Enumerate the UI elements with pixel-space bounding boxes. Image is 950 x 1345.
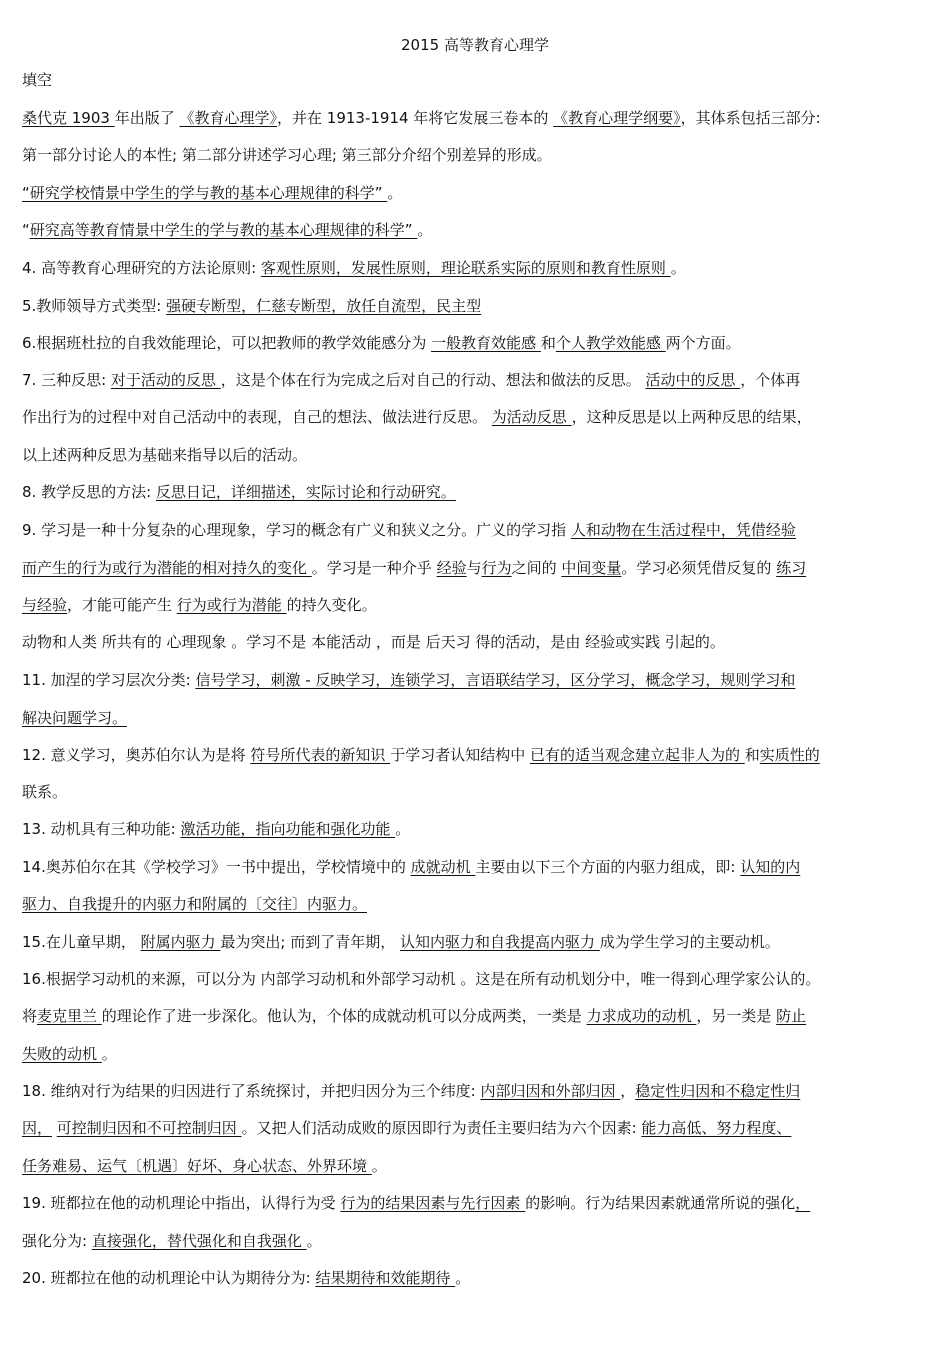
text-segment: 和 bbox=[744, 746, 760, 764]
text-segment: 。 bbox=[387, 184, 403, 202]
answer-blank: 对于活动的反思 bbox=[110, 371, 221, 389]
answer-blank: 内部归因和外部归因 bbox=[480, 1082, 621, 1100]
text-segment: 19. 班都拉在他的动机理论中指出，认得行为受 bbox=[22, 1194, 341, 1212]
text-segment: 的持久变化。 bbox=[286, 596, 377, 614]
text-line bbox=[22, 183, 932, 203]
text-segment: 作出行为的过程中对自己活动中的表现，自己的想法、做法进行反思。 bbox=[22, 408, 492, 426]
text-segment: 。 bbox=[101, 1045, 117, 1063]
text-line bbox=[22, 894, 932, 914]
text-segment: 联系。 bbox=[22, 783, 68, 801]
text-line bbox=[22, 296, 932, 316]
section-heading: 填空 bbox=[22, 71, 53, 89]
text-segment: 4. 高等教育心理研究的方法论原则: bbox=[22, 259, 261, 277]
text-line bbox=[22, 632, 932, 652]
text-line bbox=[22, 1268, 932, 1288]
answer-blank: 活动中的反思 bbox=[645, 371, 741, 389]
text-line bbox=[22, 782, 932, 802]
answer-blank: 认知内驱力和自我提高内驱力 bbox=[400, 933, 600, 951]
answer-blank: 可控制归因和不可控制归因 bbox=[56, 1119, 242, 1137]
text-line bbox=[22, 745, 932, 765]
text-line bbox=[22, 1081, 932, 1101]
text-segment: 12. 意义学习，奥苏伯尔认为是将 bbox=[22, 746, 251, 764]
text-segment: 最为突出; 而到了青年期， bbox=[220, 933, 400, 951]
text-line bbox=[22, 558, 932, 578]
text-segment: 13. 动机具有三种功能: bbox=[22, 820, 181, 838]
answer-blank: 麦克里兰 bbox=[37, 1007, 102, 1025]
text-segment: ， bbox=[620, 1082, 636, 1100]
answer-blank: 驱力、自我提升的内驱力和附属的〔交往〕内驱力。 bbox=[22, 895, 368, 913]
text-segment: ，个体再 bbox=[740, 371, 801, 389]
text-segment: 15.在儿童早期， bbox=[22, 933, 141, 951]
text-line bbox=[22, 1231, 932, 1251]
answer-blank: 而产生的行为或行为潜能的相对持久的变化 bbox=[22, 559, 312, 577]
text-line bbox=[22, 145, 932, 165]
answer-blank: 认知的内 bbox=[740, 858, 801, 876]
answer-blank: 结果期待和效能期待 bbox=[315, 1269, 456, 1287]
text-segment: 。 bbox=[417, 221, 433, 239]
text-segment: 18. 维纳对行为结果的归因进行了系统探讨，并把归因分为三个纬度: bbox=[22, 1082, 481, 1100]
answer-blank: 成就动机 bbox=[410, 858, 476, 876]
text-line bbox=[22, 1193, 932, 1213]
text-segment: ，这是个体在行为完成之后对自己的行动、想法和做法的反思。 bbox=[220, 371, 646, 389]
text-line bbox=[22, 108, 932, 128]
text-segment: ，其体系包括三部分: bbox=[680, 109, 821, 127]
answer-blank: 《教育心理学》 bbox=[179, 109, 278, 127]
text-segment: 两个方面。 bbox=[665, 334, 741, 352]
text-segment: 之间的 bbox=[511, 559, 562, 577]
text-segment: 8. 教学反思的方法: bbox=[22, 483, 156, 501]
text-line bbox=[22, 969, 932, 989]
text-segment: 和 bbox=[540, 334, 556, 352]
answer-blank: 任务难易、运气〔机遇〕好坏、身心状态、外界环境 bbox=[22, 1157, 372, 1175]
text-segment: 于学习者认知结构中 bbox=[390, 746, 530, 764]
document-title: 2015 高等教育心理学 bbox=[401, 36, 549, 54]
answer-blank: 防止 bbox=[776, 1007, 807, 1025]
text-segment: ，另一类是 bbox=[696, 1007, 777, 1025]
text-segment: 14.奥苏伯尔在其《学校学习》一书中提出，学校情境中的 bbox=[22, 858, 411, 876]
answer-blank: 行为的结果因素与先行因素 bbox=[340, 1194, 526, 1212]
text-segment: 与 bbox=[466, 559, 482, 577]
answer-blank: 行为 bbox=[481, 559, 512, 577]
text-line bbox=[22, 370, 932, 390]
text-segment: 第一部分讨论人的本性; 第二部分讲述学习心理; 第三部分介绍个别差异的形成。 bbox=[22, 146, 552, 164]
answer-blank: 附属内驱力 bbox=[140, 933, 221, 951]
answer-blank: 为活动反思 bbox=[491, 408, 572, 426]
text-segment: 。 bbox=[455, 1269, 471, 1287]
answer-blank: 经验 bbox=[436, 559, 467, 577]
text-segment: 主要由以下三个方面的内驱力组成，即: bbox=[475, 858, 741, 876]
answer-blank: 激活功能，指向功能和强化功能 bbox=[180, 820, 396, 838]
text-line bbox=[22, 932, 932, 952]
answer-blank: ， bbox=[795, 1194, 811, 1212]
answer-blank: 与经验 bbox=[22, 596, 68, 614]
answer-blank: 练习 bbox=[776, 559, 807, 577]
answer-blank: 直接强化，替代强化和自我强化 bbox=[91, 1232, 307, 1250]
text-segment: 11. 加涅的学习层次分类: bbox=[22, 671, 196, 689]
text-line bbox=[22, 670, 932, 690]
text-segment: 。学习必须凭借反复的 bbox=[621, 559, 777, 577]
answer-blank: 一般教育效能感 bbox=[431, 334, 541, 352]
text-line bbox=[22, 1156, 932, 1176]
answer-blank: 符号所代表的新知识 bbox=[250, 746, 391, 764]
text-line bbox=[22, 220, 932, 240]
text-segment: 动物和人类 所共有的 心理现象 。学习不是 本能活动 ，而是 后天习 得的活动，是由 经验或实践 引起的。 bbox=[22, 633, 725, 651]
text-segment: 以上述两种反思为基础来指导以后的活动。 bbox=[22, 446, 308, 464]
text-line bbox=[22, 1006, 932, 1026]
text-segment: 。 bbox=[670, 259, 686, 277]
text-segment: 。学习是一种介乎 bbox=[311, 559, 437, 577]
answer-blank: “研究学校情景中学生的学与教的基本心理规律的科学” bbox=[22, 184, 388, 202]
text-segment: 16.根据学习动机的来源，可以分为 内部学习动机和外部学习动机 。这是在所有动机划分中，唯一得到心理学家公认的。 bbox=[22, 970, 821, 988]
answer-blank: 中间变量 bbox=[561, 559, 622, 577]
text-line bbox=[22, 1044, 932, 1064]
text-segment: 。 bbox=[395, 820, 411, 838]
text-line bbox=[22, 520, 932, 540]
answer-blank: 强硬专断型，仁慈专断型，放任自流型，民主型 bbox=[166, 297, 482, 315]
text-segment: 的影响。行为结果因素就通常所说的强化 bbox=[525, 1194, 796, 1212]
answer-blank: 能力高低、努力程度、 bbox=[641, 1119, 792, 1137]
text-line bbox=[22, 819, 932, 839]
text-segment: 。 bbox=[306, 1232, 322, 1250]
text-segment: 7. 三种反思: bbox=[22, 371, 111, 389]
answer-blank: 客观性原则，发展性原则，理论联系实际的原则和教育性原则 bbox=[260, 259, 671, 277]
answer-blank: 力求成功的动机 bbox=[586, 1007, 697, 1025]
text-line bbox=[22, 1118, 932, 1138]
answer-blank: 《教育心理学纲要》 bbox=[553, 109, 681, 127]
text-line bbox=[22, 857, 932, 877]
text-segment: 。 bbox=[371, 1157, 387, 1175]
text-line bbox=[22, 482, 932, 502]
text-segment: 的理论作了进一步深化。他认为，个体的成就动机可以分成两类，一类是 bbox=[101, 1007, 587, 1025]
answer-blank: 反思日记，详细描述，实际讨论和行动研究。 bbox=[155, 483, 456, 501]
text-segment: 。又把人们活动成败的原因即行为责任主要归结为六个因素: bbox=[241, 1119, 642, 1137]
text-segment: 成为学生学习的主要动机。 bbox=[599, 933, 780, 951]
answer-blank: 已有的适当观念建立起非人为的 bbox=[529, 746, 745, 764]
text-segment: 强化分为: bbox=[22, 1232, 92, 1250]
text-line bbox=[22, 445, 932, 465]
answer-blank: 因， bbox=[22, 1119, 53, 1137]
answer-blank: 信号学习，刺激 - 反映学习，连锁学习，言语联结学习，区分学习，概念学习，规则学习和 bbox=[195, 671, 796, 689]
text-line bbox=[22, 258, 932, 278]
answer-blank: 解决问题学习。 bbox=[22, 709, 128, 727]
text-segment: 年出版了 bbox=[114, 109, 180, 127]
text-line bbox=[22, 708, 932, 728]
text-segment: 将 bbox=[22, 1007, 38, 1025]
answer-blank: 实质性的 bbox=[759, 746, 820, 764]
text-segment: ，这种反思是以上两种反思的结果， bbox=[571, 408, 812, 426]
text-segment: “ bbox=[22, 221, 30, 239]
answer-blank: 个人教学效能感 bbox=[555, 334, 666, 352]
text-segment: 5.教师领导方式类型: bbox=[22, 297, 167, 315]
text-line bbox=[22, 595, 932, 615]
text-segment: 6.根据班杜拉的自我效能理论，可以把教师的教学效能感分为 bbox=[22, 334, 432, 352]
text-line bbox=[22, 333, 932, 353]
text-segment: 20. 班都拉在他的动机理论中认为期待分为: bbox=[22, 1269, 316, 1287]
text-segment: 9. 学习是一种十分复杂的心理现象，学习的概念有广义和狭义之分。广义的学习指 bbox=[22, 521, 571, 539]
text-segment: ，才能可能产生 bbox=[67, 596, 177, 614]
text-segment: ，并在 1913-1914 年将它发展三卷本的 bbox=[277, 109, 554, 127]
answer-blank: 研究高等教育情景中学生的学与教的基本心理规律的科学” bbox=[29, 221, 418, 239]
answer-blank: 失败的动机 bbox=[22, 1045, 102, 1063]
answer-blank: 人和动物在生活过程中，凭借经验 bbox=[570, 521, 796, 539]
answer-blank: 行为或行为潜能 bbox=[176, 596, 287, 614]
answer-blank: 桑代克 1903 bbox=[22, 109, 115, 127]
answer-blank: 稳定性归因和不稳定性归 bbox=[635, 1082, 801, 1100]
text-line bbox=[22, 407, 932, 427]
